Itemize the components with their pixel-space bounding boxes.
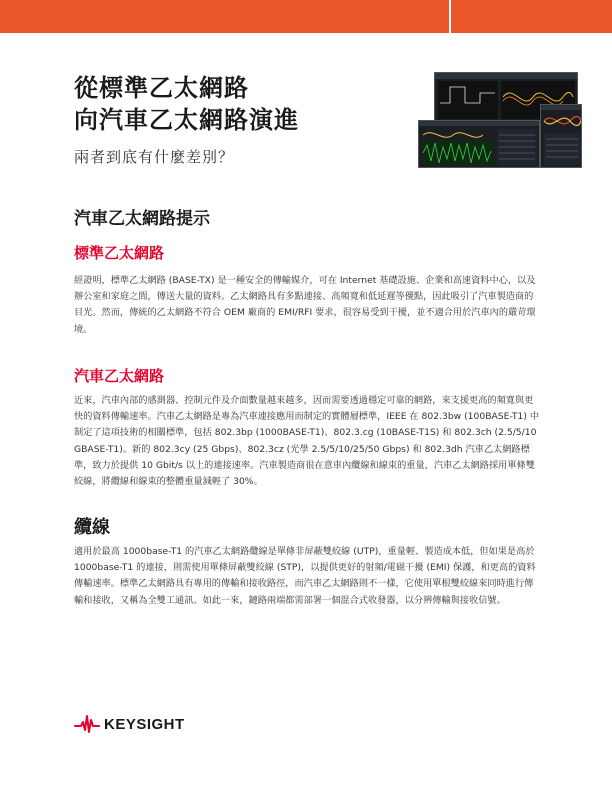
keysight-wave-icon — [74, 714, 100, 734]
scope-screen-eye-diagram — [540, 104, 582, 168]
logo-text: KEYSIGHT — [104, 715, 185, 733]
section-heading-tips: 汽車乙太網路提示 — [74, 209, 210, 229]
paragraph-cable: 適用於最高 1000base-T1 的汽車乙太網路纜線是單條非屏蔽雙絞線 (UTP)，重量輕、製造成本低，但如果是高於 1000base-T1 的連接，則需使用單條屏蔽雙絞線 (STP)，以提供更好的射頻/電磁干擾 (EMI) 保護，和更高的資料傳輸速率。標準乙太網路具有專用的傳輸和接收路徑，而汽車乙太網路則不一樣，它使用單根雙絞線來同時進行傳輸和接收，又稱為全雙工通訊。如此一來，鏈路兩端都需部署一個混合式收發器，以分辨傳輸與接收信號。 — [74, 546, 536, 606]
section-heading-automotive-ethernet: 汽車乙太網路 — [74, 367, 165, 385]
paragraph-standard-ethernet: 經證明，標準乙太網路 (BASE-TX) 是一種安全的傳輸媒介，可在 Internet 基礎設施、企業和高速資料中心，以及辦公室和家庭之間，傳送大量的資料。乙太網路具有多點連接、高頻寬和低延遲等優點，因此吸引了汽車製造商的目光。然而，傳統的乙太網路不符合 OEM 廠商的 EMI/RFI 要求，很容易受到干擾，並不適合用於汽車內的嚴苛環境。 — [74, 275, 536, 335]
section-heading-cable: 纜線 — [74, 517, 110, 538]
top-accent-bar-right — [451, 0, 612, 33]
oscilloscope-screenshots-image — [418, 72, 582, 168]
scope-screen-signal — [418, 120, 540, 168]
title-line-2: 向汽車乙太網路演進 — [74, 106, 299, 134]
keysight-logo — [74, 714, 185, 734]
top-accent-bar — [0, 0, 449, 33]
page-title — [74, 72, 299, 136]
paragraph-automotive-ethernet: 近來，汽車內部的感測器、控制元件及介面數量越來越多，因而需要透過穩定可靠的網路，來支援更高的頻寬與更快的資料傳輸速率。汽車乙太網路是專為汽車連接應用而制定的實體層標準，IEEE 在 802.3bw (100BASE-T1) 中制定了這項技術的相關標準，包括 802.3bp (1000BASE-T1)、802.3.cg (10BASE-T1S) 和 802.3ch (2.5/5/10 GBASE-T1)。新的 802.3cy (25 Gbps)、802.3cz (光學 2.5/5/10/25/50 Gbps) 和 802.3dh 汽車乙太網路標準，致力於提供 10 Gbit/s 以上的連接速率。汽車製造商很在意車內纜線和線束的重量，汽車乙太網路採用單條雙絞線，將纜線和線束的整體重量減輕了 30%。 — [74, 395, 540, 488]
page-subtitle: 兩者到底有什麼差別？ — [74, 148, 235, 166]
section-heading-standard-ethernet: 標準乙太網路 — [74, 244, 165, 262]
title-line-1: 從標準乙太網路 — [74, 74, 249, 102]
